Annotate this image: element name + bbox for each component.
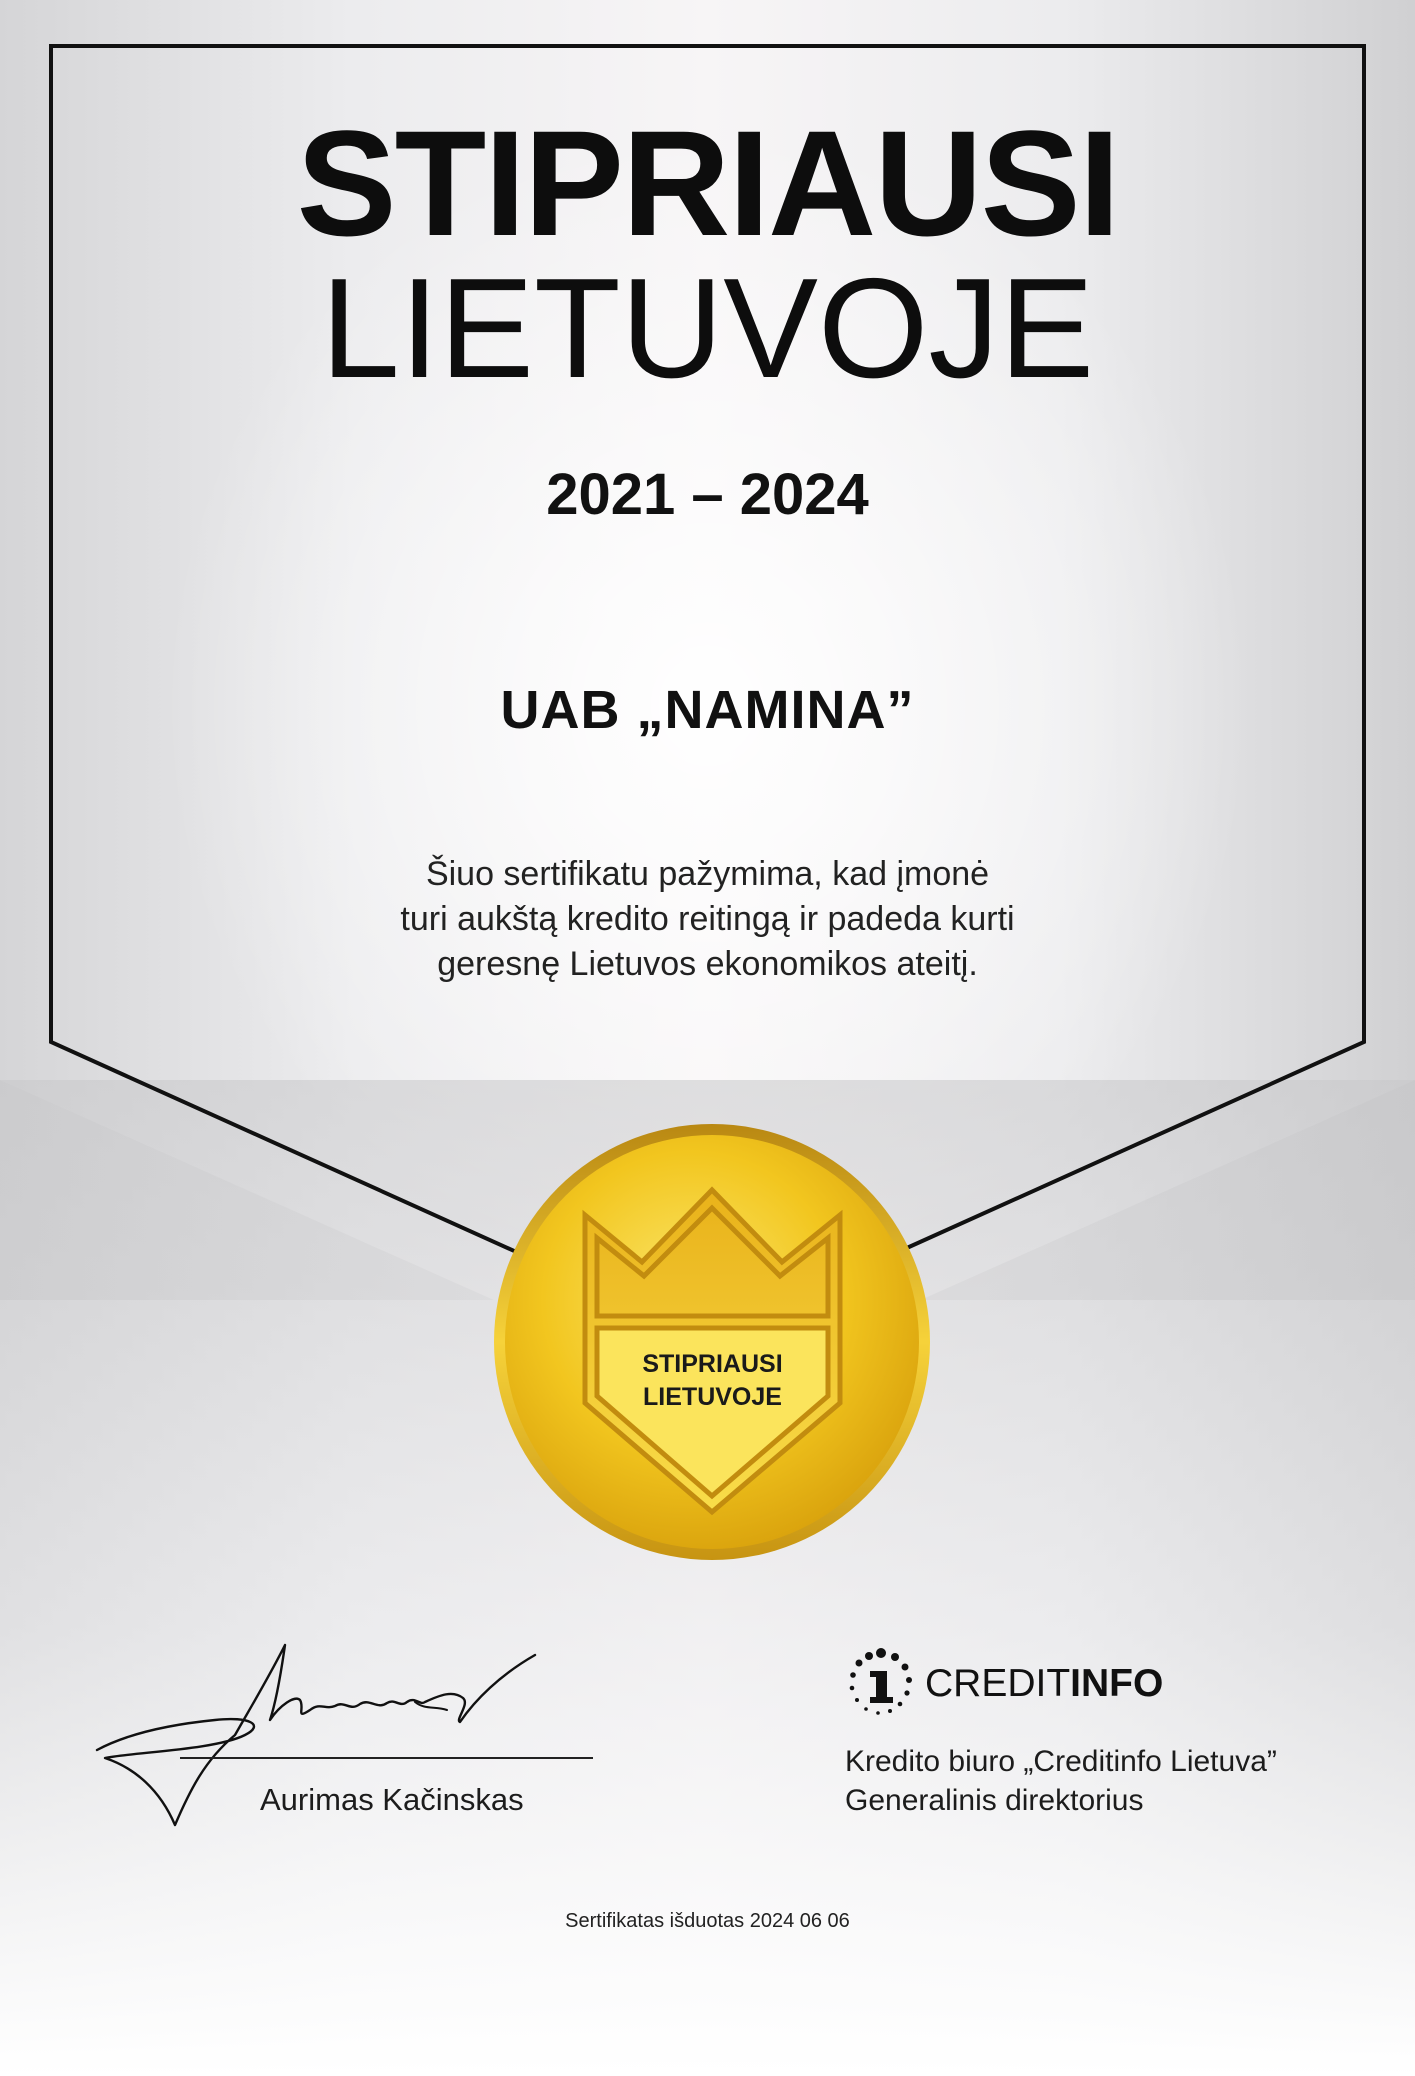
creditinfo-dots-icon (845, 1647, 917, 1719)
issuer-role-line2: Generalinis direktorius (845, 1784, 1144, 1817)
crown-shield-icon (490, 1120, 935, 1565)
signer-name: Aurimas Kačinskas (260, 1782, 524, 1817)
medal-label-line1: STIPRIAUSI (642, 1350, 783, 1378)
signature-line (180, 1757, 593, 1759)
certificate-description (300, 852, 1115, 987)
issuer-role (845, 1742, 1277, 1820)
brand-light: CREDIT (925, 1661, 1071, 1705)
medal-label (490, 1348, 935, 1414)
company-name: UAB „NAMINA” (500, 680, 915, 740)
description-line: Šiuo sertifikatu pažymima, kad įmonė (425, 855, 990, 893)
issuer-role-line1: Kredito biuro „Creditinfo Lietuva” (845, 1745, 1277, 1778)
brand-bold: INFO (1070, 1661, 1164, 1705)
creditinfo-logo (845, 1648, 1163, 1718)
gold-medal (490, 1120, 935, 1565)
title-line1: STIPRIAUSI (296, 99, 1119, 267)
years-range: 2021 – 2024 (546, 462, 869, 527)
issue-date: Sertifikatas išduotas 2024 06 06 (565, 1910, 850, 1932)
medal-label-line2: LIETUVOJE (643, 1383, 782, 1411)
creditinfo-wordmark (925, 1661, 1164, 1705)
title-line2: LIETUVOJE (320, 249, 1095, 408)
description-line: geresnę Lietuvos ekonomikos ateitį. (437, 945, 978, 983)
description-line: turi aukštą kredito reitingą ir padeda kurti (400, 900, 1015, 938)
